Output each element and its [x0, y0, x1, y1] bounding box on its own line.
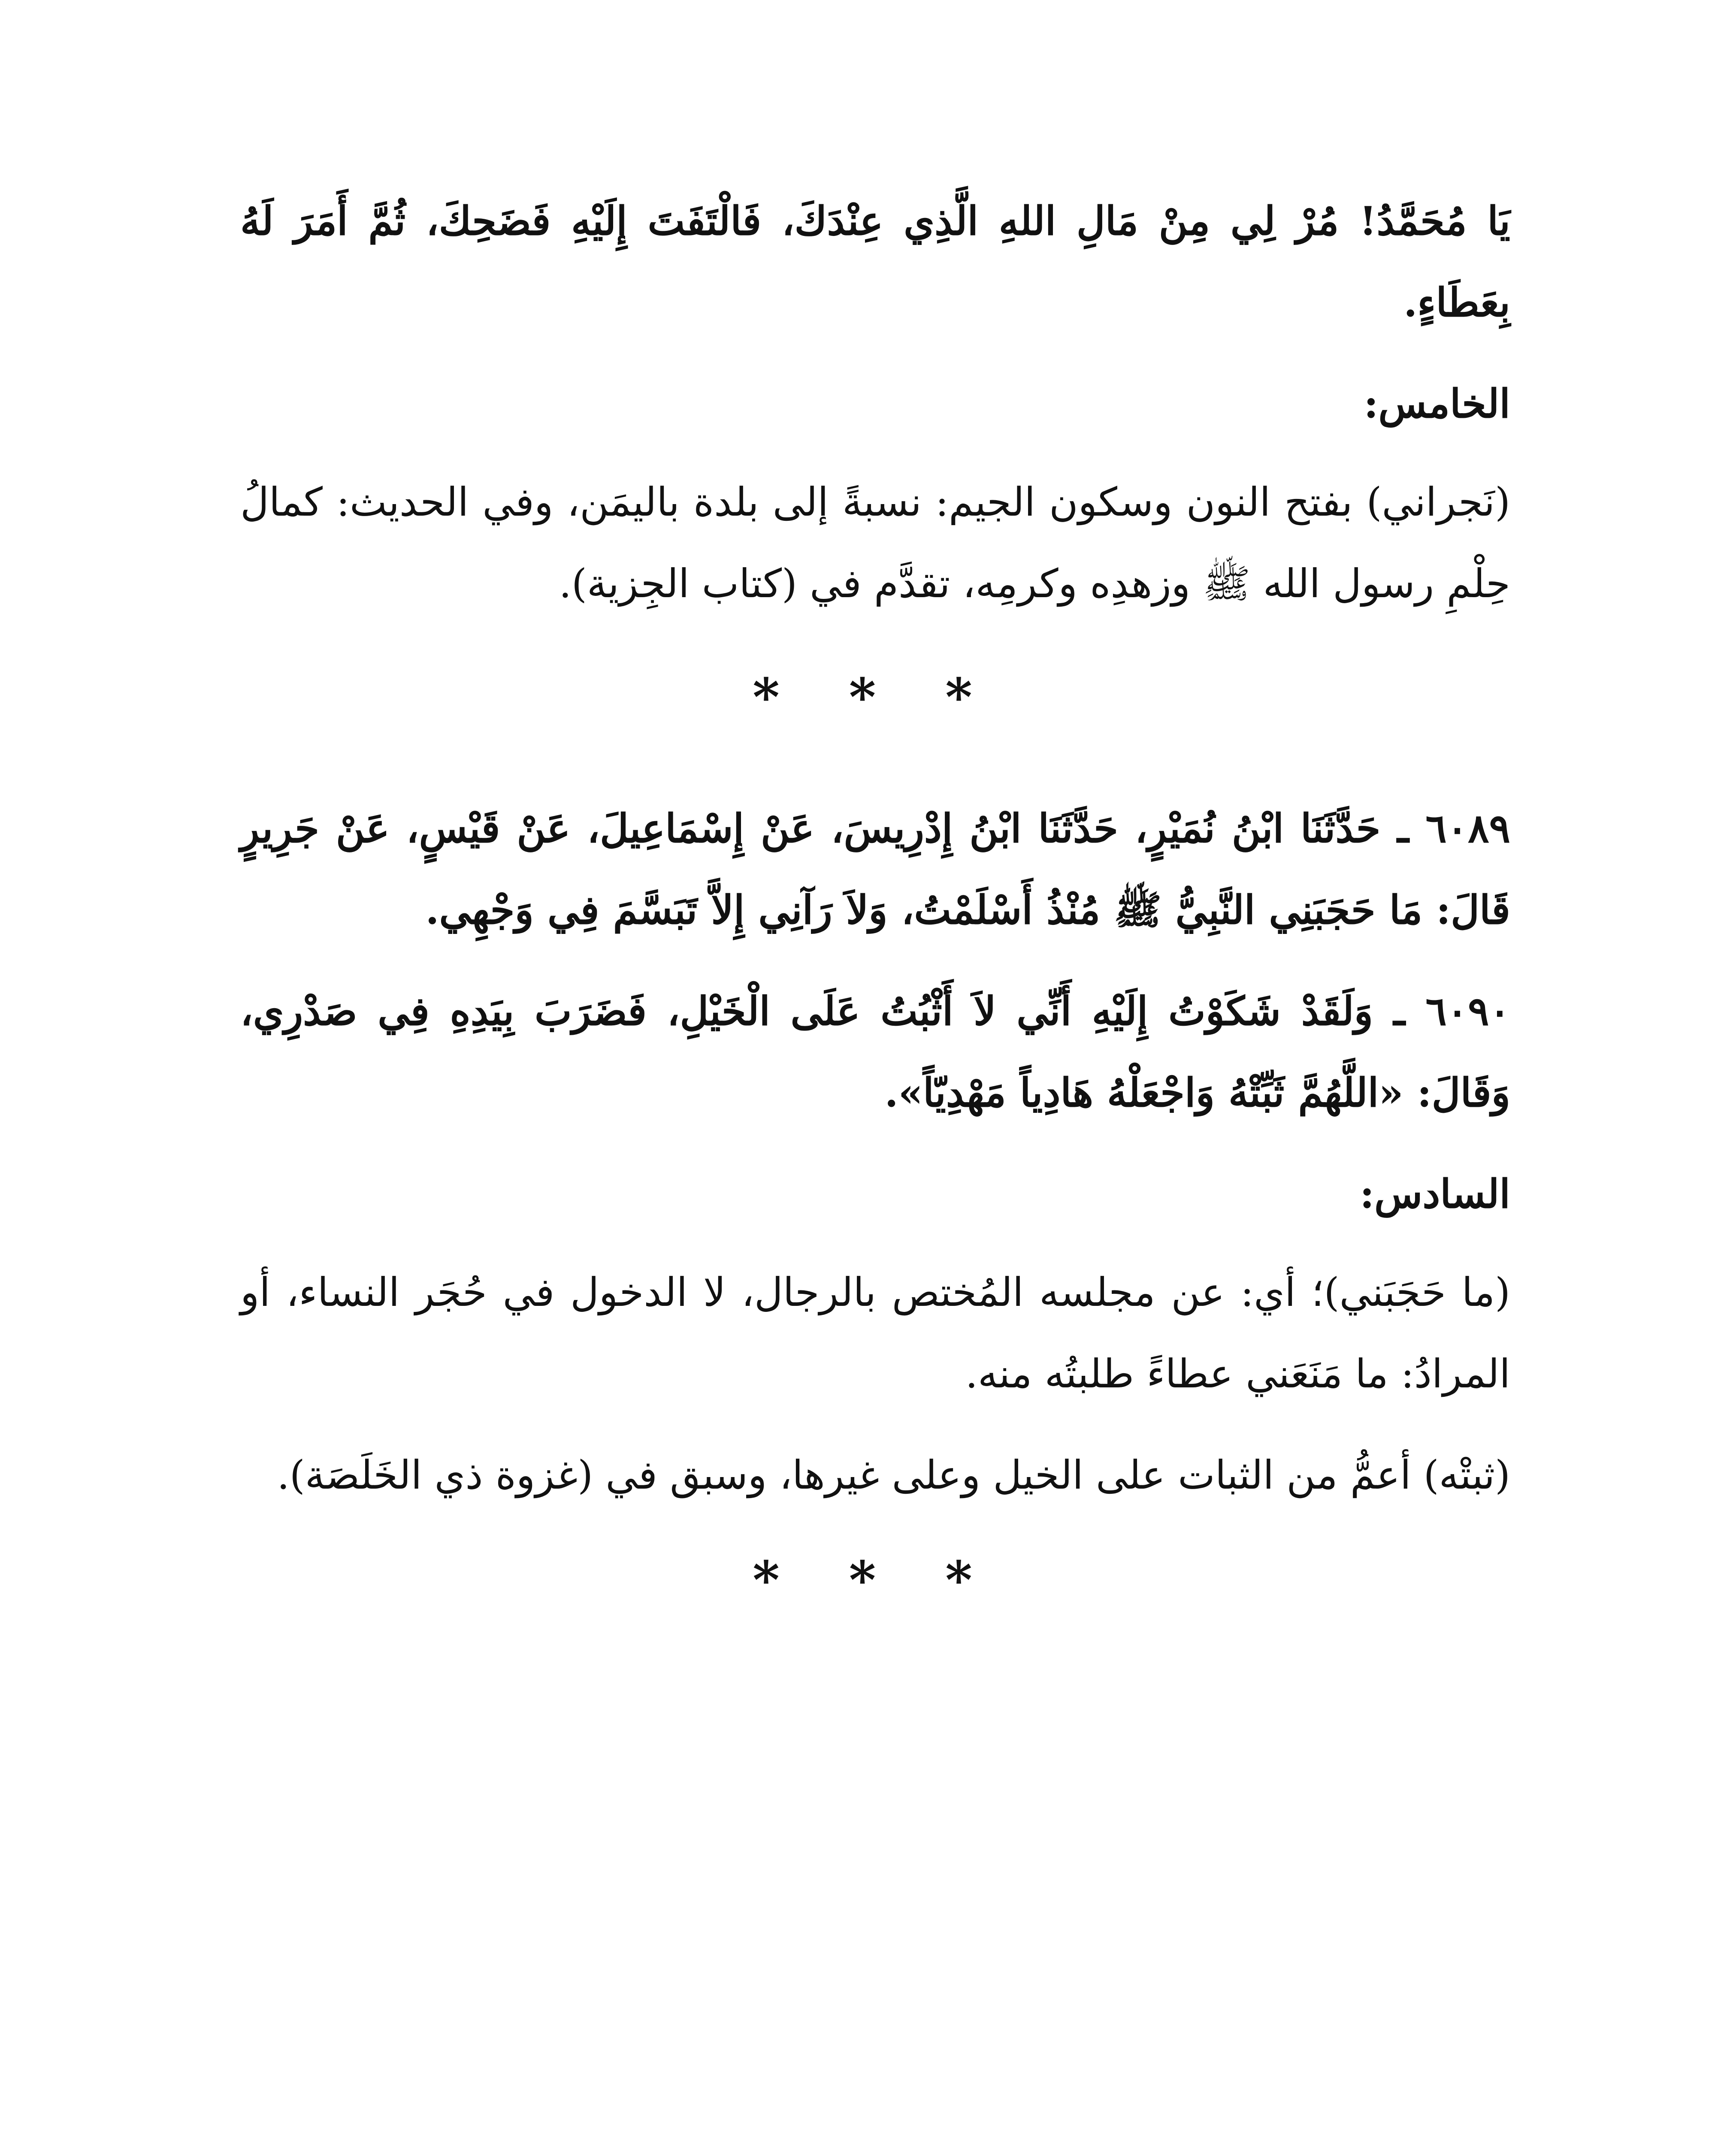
hadith-continuation: يَا مُحَمَّدُ! مُرْ لِي مِنْ مَالِ اللهِ الَّذِي عِنْدَكَ، فَالْتَفَتَ إِلَيْهِ فَضَحِكَ، ثُمَّ أَمَرَ لَهُ بِعَطَاءٍ. [240, 198, 1510, 326]
hadith-6090: ٦٠٩٠ ـ وَلَقَدْ شَكَوْتُ إِلَيْهِ أَنِّي لاَ أَثْبُتُ عَلَى الْخَيْلِ، فَضَرَبَ بِيَدِهِ فِي صَدْرِي، وَقَالَ: «اللَّهُمَّ ثَبِّتْهُ وَاجْعَلْهُ هَادِياً مَهْدِيّاً». [240, 988, 1510, 1116]
section-heading-fifth: الخامس: [1364, 381, 1510, 427]
page-body [240, 180, 1510, 2145]
section-heading-sixth: السادس: [1360, 1171, 1510, 1217]
commentary-paragraph: (ثبتْه) أعمُّ من الثبات على الخيل وعلى غيرها، وسبق في (غزوة ذي الخَلَصَة). [277, 1452, 1510, 1498]
commentary-paragraph: (نَجراني) بفتح النون وسكون الجيم: نسبةً إلى بلدة باليمَن، وفي الحديث: كمالُ حِلْمِ رسول الله ﷺ وزهدِه وكرمِه، تقدَّم في (كتاب الجِزية). [240, 479, 1510, 607]
section-separator: * * * [753, 1550, 998, 1610]
hadith-6089: ٦٠٨٩ ـ حَدَّثَنَا ابْنُ نُمَيْرٍ، حَدَّثَنَا ابْنُ إِدْرِيسَ، عَنْ إِسْمَاعِيلَ، عَنْ قَيْسٍ، عَنْ جَرِيرٍ قَالَ: مَا حَجَبَنِي النَّبِيُّ ﷺ مُنْذُ أَسْلَمْتُ، وَلاَ رَآنِي إِلاَّ تَبَسَّمَ فِي وَجْهِي. [240, 805, 1510, 933]
section-separator: * * * [753, 667, 998, 728]
commentary-paragraph: (ما حَجَبَني)؛ أي: عن مجلسه المُختص بالرجال، لا الدخول في حُجَر النساء، أو المرادُ: ما مَنَعَني عطاءً طلبتُه منه. [240, 1269, 1510, 1397]
